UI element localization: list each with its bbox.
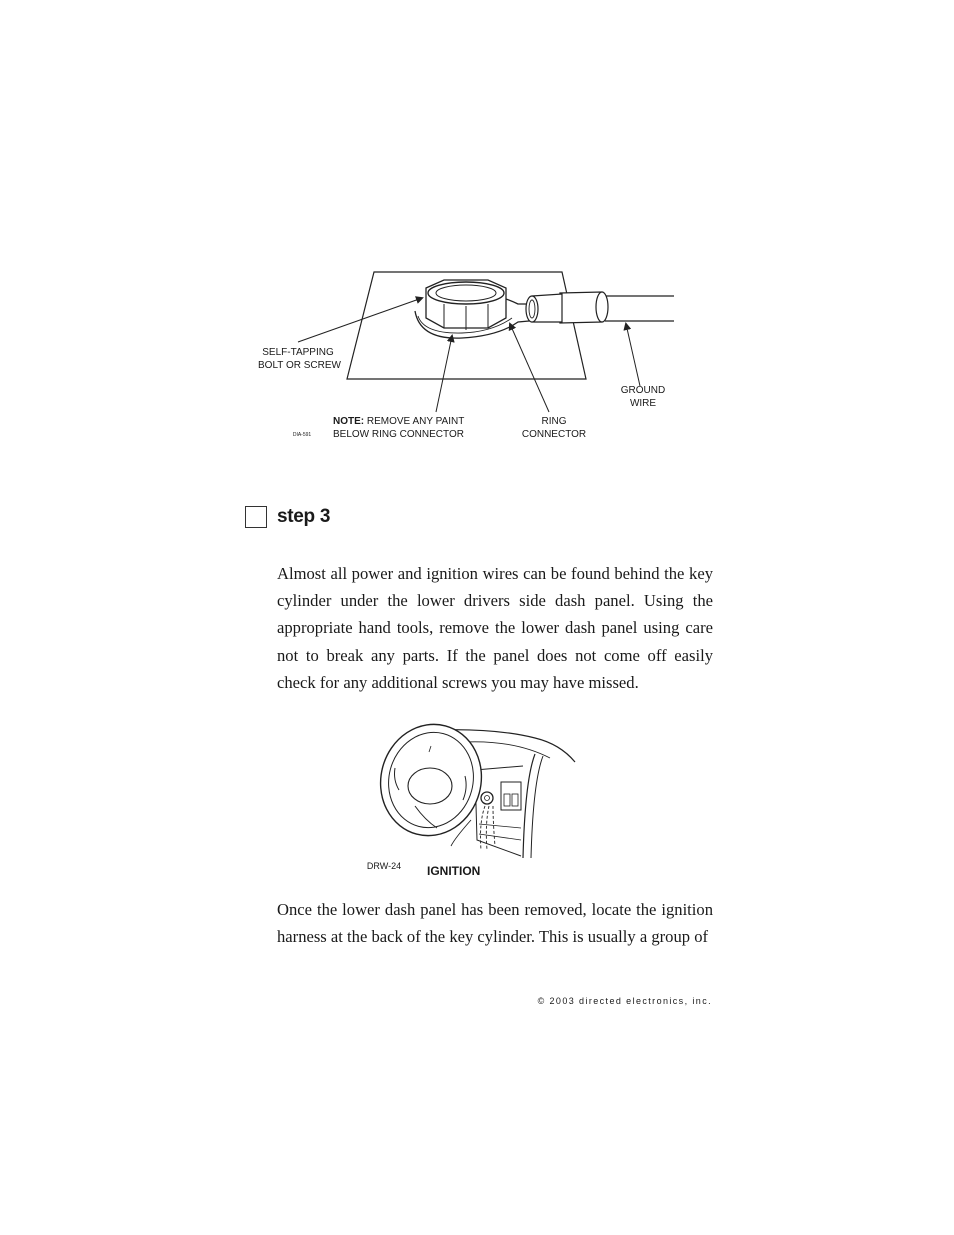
drawing-id: DRW-24	[366, 861, 402, 871]
label-self-tapping: SELF-TAPPING BOLT OR SCREW	[258, 347, 341, 371]
label-note: NOTE: REMOVE ANY PAINT BELOW RING CONNECTOR	[333, 416, 465, 440]
step-checkbox[interactable]	[245, 506, 267, 528]
arrow-ground	[626, 324, 640, 386]
footer-copyright: © 2003 directed electronics, inc.	[537, 996, 712, 1006]
step-heading: step 3	[277, 506, 331, 527]
diagram-id: DIA-591	[292, 432, 312, 438]
step-paragraph-1: Almost all power and ignition wires can be found behind the key cylinder under the lower drivers side dash panel. Using the appropriate hand tools, remove the lower dash panel using care not to break any parts. If the panel does not come off easily check for any additional screws you may have missed.	[277, 564, 713, 692]
label-ground-wire: GROUND WIRE	[620, 385, 666, 409]
step-paragraph-2: Once the lower dash panel has been removed, locate the ignition harness at the back of the key cylinder. This is usually a group of	[277, 900, 713, 947]
ground-wire	[605, 296, 674, 321]
dashboard-ignition-diagram	[375, 710, 585, 860]
ignition-label: IGNITION	[427, 864, 481, 878]
label-ring-connector: RING CONNECTOR	[521, 416, 587, 440]
